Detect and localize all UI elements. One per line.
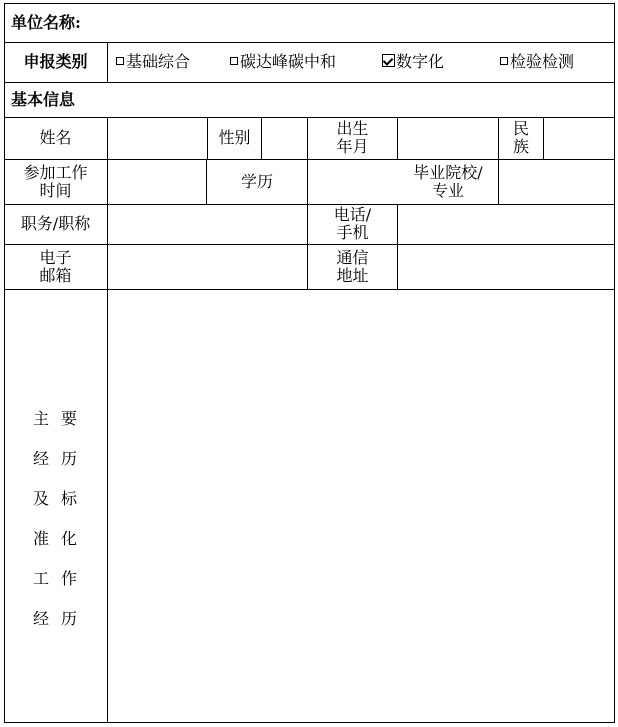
category-label: 申报类别 xyxy=(23,52,88,71)
address-field[interactable] xyxy=(398,244,614,289)
education-field[interactable] xyxy=(308,159,397,204)
unit-name-field[interactable] xyxy=(200,3,614,42)
experience-label-line: 主要 xyxy=(32,409,89,428)
gender-label: 性别 xyxy=(218,128,251,147)
phone-label: 电话/ 手机 xyxy=(333,205,372,242)
checkbox-icon[interactable] xyxy=(230,57,238,65)
divider xyxy=(107,42,108,82)
checkbox-checked-icon[interactable] xyxy=(382,54,395,67)
email-field[interactable] xyxy=(108,244,307,289)
email-label: 电子 邮箱 xyxy=(39,247,72,285)
ethnicity-field[interactable] xyxy=(544,117,614,159)
ethnicity-label: 民 族 xyxy=(512,119,529,156)
option-label: 检验检测 xyxy=(510,52,575,71)
option-basic[interactable] xyxy=(116,49,190,72)
experience-field[interactable] xyxy=(108,290,614,722)
experience-label-line: 经历 xyxy=(32,609,89,628)
school-major-label: 毕业院校/ 专业 xyxy=(413,162,483,200)
experience-label xyxy=(4,399,106,639)
option-digital[interactable] xyxy=(382,49,444,72)
experience-label-line: 工作 xyxy=(32,569,89,588)
work-start-field[interactable] xyxy=(108,159,206,204)
option-label: 数字化 xyxy=(396,52,445,71)
position-title-label: 职务/职称 xyxy=(20,214,91,233)
birth-label: 出生 年月 xyxy=(336,119,369,156)
checkbox-icon[interactable] xyxy=(500,57,508,65)
checkbox-icon[interactable] xyxy=(116,57,124,65)
gender-field[interactable] xyxy=(262,117,307,159)
option-inspection[interactable] xyxy=(500,49,574,72)
option-carbon[interactable] xyxy=(230,49,336,72)
experience-label-line: 经历 xyxy=(32,449,89,468)
option-label: 碳达峰碳中和 xyxy=(240,52,337,71)
school-major-field[interactable] xyxy=(499,159,614,204)
birth-field[interactable] xyxy=(398,117,498,159)
name-label: 姓名 xyxy=(39,128,72,147)
section-title: 基本信息 xyxy=(11,89,76,109)
position-title-field[interactable] xyxy=(108,204,307,244)
education-label: 学历 xyxy=(240,171,273,191)
option-label: 基础综合 xyxy=(126,52,191,71)
name-field[interactable] xyxy=(108,117,207,159)
phone-field[interactable] xyxy=(398,204,614,244)
experience-label-line: 准化 xyxy=(32,529,89,548)
experience-label-line: 及标 xyxy=(32,489,89,508)
work-start-label: 参加工作 时间 xyxy=(23,162,88,200)
address-label: 通信 地址 xyxy=(336,247,369,285)
unit-name-label: 单位名称: xyxy=(11,12,81,32)
